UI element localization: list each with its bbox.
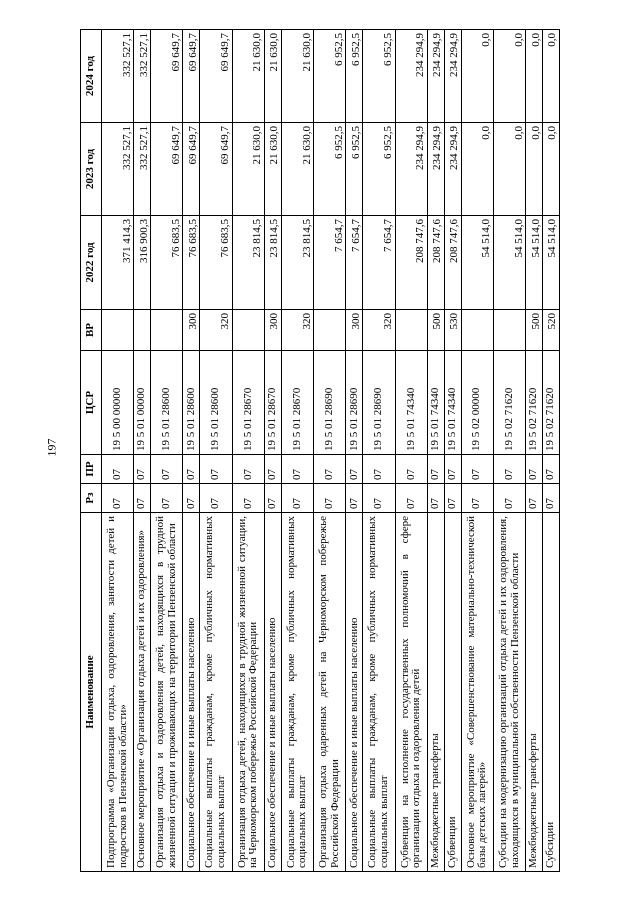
table-row xyxy=(543,30,560,872)
cell-rz: 07 xyxy=(427,484,444,513)
cell-2023: 69 649,7 xyxy=(151,123,183,216)
cell-pr: 07 xyxy=(363,455,395,484)
table-row xyxy=(264,30,281,872)
cell-2023: 21 630,0 xyxy=(232,123,264,216)
cell-2024: 6 952,5 xyxy=(363,30,395,123)
cell-pr: 07 xyxy=(461,455,493,484)
cell-2022: 23 814,5 xyxy=(281,216,313,310)
table-row xyxy=(444,30,461,872)
cell-rz: 07 xyxy=(543,484,560,513)
cell-rz: 07 xyxy=(264,484,281,513)
cell-pr: 07 xyxy=(543,455,560,484)
cell-2022: 7 654,7 xyxy=(346,216,363,310)
cell-pr: 07 xyxy=(493,455,525,484)
column-header-csr: ЦСР xyxy=(81,351,102,455)
cell-name: Организация отдыха и оздоровления детей, находящихся в трудной жизненной ситуации и проживающих на территории Пензенской области xyxy=(151,513,183,872)
cell-2023: 6 952,5 xyxy=(346,123,363,216)
column-header-rz: Рз xyxy=(81,484,102,513)
cell-2024: 69 649,7 xyxy=(151,30,183,123)
column-header-pr: ПР xyxy=(81,455,102,484)
cell-vr: 300 xyxy=(183,310,200,351)
cell-csr: 19 5 02 71620 xyxy=(543,351,560,455)
cell-csr: 19 5 02 00000 xyxy=(461,351,493,455)
cell-2022: 208 747,6 xyxy=(395,216,427,310)
cell-2023: 0,0 xyxy=(493,123,525,216)
cell-rz: 07 xyxy=(200,484,232,513)
cell-vr: 300 xyxy=(346,310,363,351)
cell-2023: 0,0 xyxy=(543,123,560,216)
cell-2022: 208 747,6 xyxy=(427,216,444,310)
cell-2024: 0,0 xyxy=(493,30,525,123)
cell-csr: 19 5 02 71620 xyxy=(493,351,525,455)
table-row xyxy=(363,30,395,872)
cell-vr: 320 xyxy=(200,310,232,351)
cell-2024: 332 527,1 xyxy=(102,30,134,123)
cell-2024: 234 294,9 xyxy=(444,30,461,123)
cell-2024: 21 630,0 xyxy=(232,30,264,123)
cell-name: Основное мероприятие «Совершенствование материально-технической базы детских лагерей» xyxy=(461,513,493,872)
cell-name: Субсидии xyxy=(543,513,560,872)
cell-vr xyxy=(493,310,525,351)
cell-2023: 0,0 xyxy=(461,123,493,216)
cell-2022: 76 683,5 xyxy=(200,216,232,310)
cell-2023: 0,0 xyxy=(526,123,543,216)
cell-pr: 07 xyxy=(232,455,264,484)
cell-rz: 07 xyxy=(281,484,313,513)
cell-2023: 332 527,1 xyxy=(102,123,134,216)
cell-rz: 07 xyxy=(346,484,363,513)
cell-name: Подпрограмма «Организация отдыха, оздоровления, занятости детей и подростков в Пензенской области» xyxy=(102,513,134,872)
column-header-name: Наименование xyxy=(81,513,102,872)
table-header-row xyxy=(81,30,102,872)
cell-2024: 6 952,5 xyxy=(314,30,346,123)
cell-2022: 23 814,5 xyxy=(232,216,264,310)
cell-vr xyxy=(134,310,151,351)
cell-2023: 234 294,9 xyxy=(427,123,444,216)
cell-2023: 21 630,0 xyxy=(281,123,313,216)
cell-rz: 07 xyxy=(183,484,200,513)
table-row xyxy=(461,30,493,872)
cell-pr: 07 xyxy=(526,455,543,484)
cell-name: Организация отдыха одаренных детей на Черноморском побережье Российской Федерации xyxy=(314,513,346,872)
cell-pr: 07 xyxy=(427,455,444,484)
cell-name: Субвенции на исполнение государственных полномочий в сфере организации отдыха и оздоровления детей xyxy=(395,513,427,872)
cell-csr: 19 5 01 28690 xyxy=(346,351,363,455)
cell-2024: 0,0 xyxy=(461,30,493,123)
cell-vr: 320 xyxy=(363,310,395,351)
cell-vr xyxy=(395,310,427,351)
table-row xyxy=(281,30,313,872)
cell-vr: 300 xyxy=(264,310,281,351)
table-row xyxy=(346,30,363,872)
cell-vr xyxy=(232,310,264,351)
cell-rz: 07 xyxy=(395,484,427,513)
cell-2023: 234 294,9 xyxy=(444,123,461,216)
cell-2024: 69 649,7 xyxy=(200,30,232,123)
table-row xyxy=(200,30,232,872)
cell-pr: 07 xyxy=(151,455,183,484)
cell-name: Социальные выплаты гражданам, кроме публичных нормативных социальных выплат xyxy=(363,513,395,872)
cell-name: Межбюджетные трансферты xyxy=(427,513,444,872)
cell-csr: 19 5 01 28670 xyxy=(264,351,281,455)
cell-pr: 07 xyxy=(200,455,232,484)
cell-2023: 69 649,7 xyxy=(200,123,232,216)
cell-name: Организация отдыха детей, находящихся в трудной жизненной ситуации, на Черноморском побережье Российской Федерации xyxy=(232,513,264,872)
cell-2023: 6 952,5 xyxy=(363,123,395,216)
cell-2022: 371 414,3 xyxy=(102,216,134,310)
cell-2024: 69 649,7 xyxy=(183,30,200,123)
cell-2022: 76 683,5 xyxy=(151,216,183,310)
cell-2024: 21 630,0 xyxy=(281,30,313,123)
cell-rz: 07 xyxy=(444,484,461,513)
cell-vr xyxy=(461,310,493,351)
page-number: 197 xyxy=(44,438,59,457)
cell-rz: 07 xyxy=(232,484,264,513)
cell-2022: 23 814,5 xyxy=(264,216,281,310)
cell-2023: 332 527,1 xyxy=(134,123,151,216)
cell-pr: 07 xyxy=(395,455,427,484)
cell-2022: 54 514,0 xyxy=(526,216,543,310)
cell-name: Социальные выплаты гражданам, кроме публичных нормативных социальных выплат xyxy=(281,513,313,872)
cell-rz: 07 xyxy=(461,484,493,513)
cell-2022: 76 683,5 xyxy=(183,216,200,310)
cell-pr: 07 xyxy=(314,455,346,484)
cell-2024: 6 952,5 xyxy=(346,30,363,123)
cell-name: Социальное обеспечение и иные выплаты населению xyxy=(346,513,363,872)
cell-csr: 19 5 01 28670 xyxy=(232,351,264,455)
table-row xyxy=(493,30,525,872)
table-row xyxy=(134,30,151,872)
cell-csr: 19 5 01 00000 xyxy=(134,351,151,455)
cell-2022: 208 747,6 xyxy=(444,216,461,310)
cell-name: Социальное обеспечение и иные выплаты населению xyxy=(183,513,200,872)
table-row xyxy=(102,30,134,872)
cell-2022: 7 654,7 xyxy=(314,216,346,310)
cell-name: Межбюджетные трансферты xyxy=(526,513,543,872)
cell-csr: 19 5 01 28600 xyxy=(183,351,200,455)
cell-csr: 19 5 01 74340 xyxy=(395,351,427,455)
cell-rz: 07 xyxy=(363,484,395,513)
column-header-vr: ВР xyxy=(81,310,102,351)
column-header-2023: 2023 год xyxy=(81,123,102,216)
cell-pr: 07 xyxy=(102,455,134,484)
cell-csr: 19 5 01 28690 xyxy=(363,351,395,455)
cell-rz: 07 xyxy=(526,484,543,513)
table-row xyxy=(314,30,346,872)
cell-pr: 07 xyxy=(346,455,363,484)
cell-name: Социальное обеспечение и иные выплаты населению xyxy=(264,513,281,872)
column-header-2024: 2024 год xyxy=(81,30,102,123)
cell-pr: 07 xyxy=(281,455,313,484)
cell-vr: 500 xyxy=(526,310,543,351)
cell-vr: 530 xyxy=(444,310,461,351)
cell-vr xyxy=(314,310,346,351)
cell-2022: 54 514,0 xyxy=(543,216,560,310)
cell-pr: 07 xyxy=(264,455,281,484)
cell-2024: 0,0 xyxy=(543,30,560,123)
budget-table xyxy=(80,29,560,872)
cell-name: Субвенции xyxy=(444,513,461,872)
table-row xyxy=(395,30,427,872)
rotated-page-content xyxy=(80,30,560,872)
cell-csr: 19 5 01 28670 xyxy=(281,351,313,455)
table-row xyxy=(232,30,264,872)
cell-rz: 07 xyxy=(134,484,151,513)
table-row xyxy=(427,30,444,872)
cell-vr: 520 xyxy=(543,310,560,351)
cell-2024: 0,0 xyxy=(526,30,543,123)
cell-2022: 316 900,3 xyxy=(134,216,151,310)
cell-2024: 234 294,9 xyxy=(395,30,427,123)
cell-csr: 19 5 01 28600 xyxy=(151,351,183,455)
table-body xyxy=(102,30,560,872)
cell-2023: 69 649,7 xyxy=(183,123,200,216)
cell-vr: 320 xyxy=(281,310,313,351)
table-row xyxy=(183,30,200,872)
cell-2022: 54 514,0 xyxy=(461,216,493,310)
cell-rz: 07 xyxy=(151,484,183,513)
cell-csr: 19 5 00 00000 xyxy=(102,351,134,455)
cell-name: Основное мероприятие «Организация отдыха детей и их оздоровления» xyxy=(134,513,151,872)
cell-vr: 500 xyxy=(427,310,444,351)
table-row xyxy=(151,30,183,872)
cell-2023: 21 630,0 xyxy=(264,123,281,216)
cell-vr xyxy=(151,310,183,351)
cell-rz: 07 xyxy=(314,484,346,513)
cell-csr: 19 5 01 28690 xyxy=(314,351,346,455)
cell-2022: 54 514,0 xyxy=(493,216,525,310)
cell-2023: 234 294,9 xyxy=(395,123,427,216)
cell-pr: 07 xyxy=(444,455,461,484)
cell-pr: 07 xyxy=(183,455,200,484)
cell-csr: 19 5 01 74340 xyxy=(444,351,461,455)
column-header-2022: 2022 год xyxy=(81,216,102,310)
cell-name: Субсидии на модернизацию организаций отдыха детей и их оздоровления, находящихся в муниципальной собственности Пензенской области xyxy=(493,513,525,872)
cell-2022: 7 654,7 xyxy=(363,216,395,310)
cell-csr: 19 5 01 28600 xyxy=(200,351,232,455)
cell-csr: 19 5 02 71620 xyxy=(526,351,543,455)
cell-vr xyxy=(102,310,134,351)
cell-rz: 07 xyxy=(493,484,525,513)
cell-2024: 332 527,1 xyxy=(134,30,151,123)
cell-name: Социальные выплаты гражданам, кроме публичных нормативных социальных выплат xyxy=(200,513,232,872)
cell-pr: 07 xyxy=(134,455,151,484)
cell-csr: 19 5 01 74340 xyxy=(427,351,444,455)
cell-rz: 07 xyxy=(102,484,134,513)
cell-2023: 6 952,5 xyxy=(314,123,346,216)
table-row xyxy=(526,30,543,872)
cell-2024: 234 294,9 xyxy=(427,30,444,123)
cell-2024: 21 630,0 xyxy=(264,30,281,123)
